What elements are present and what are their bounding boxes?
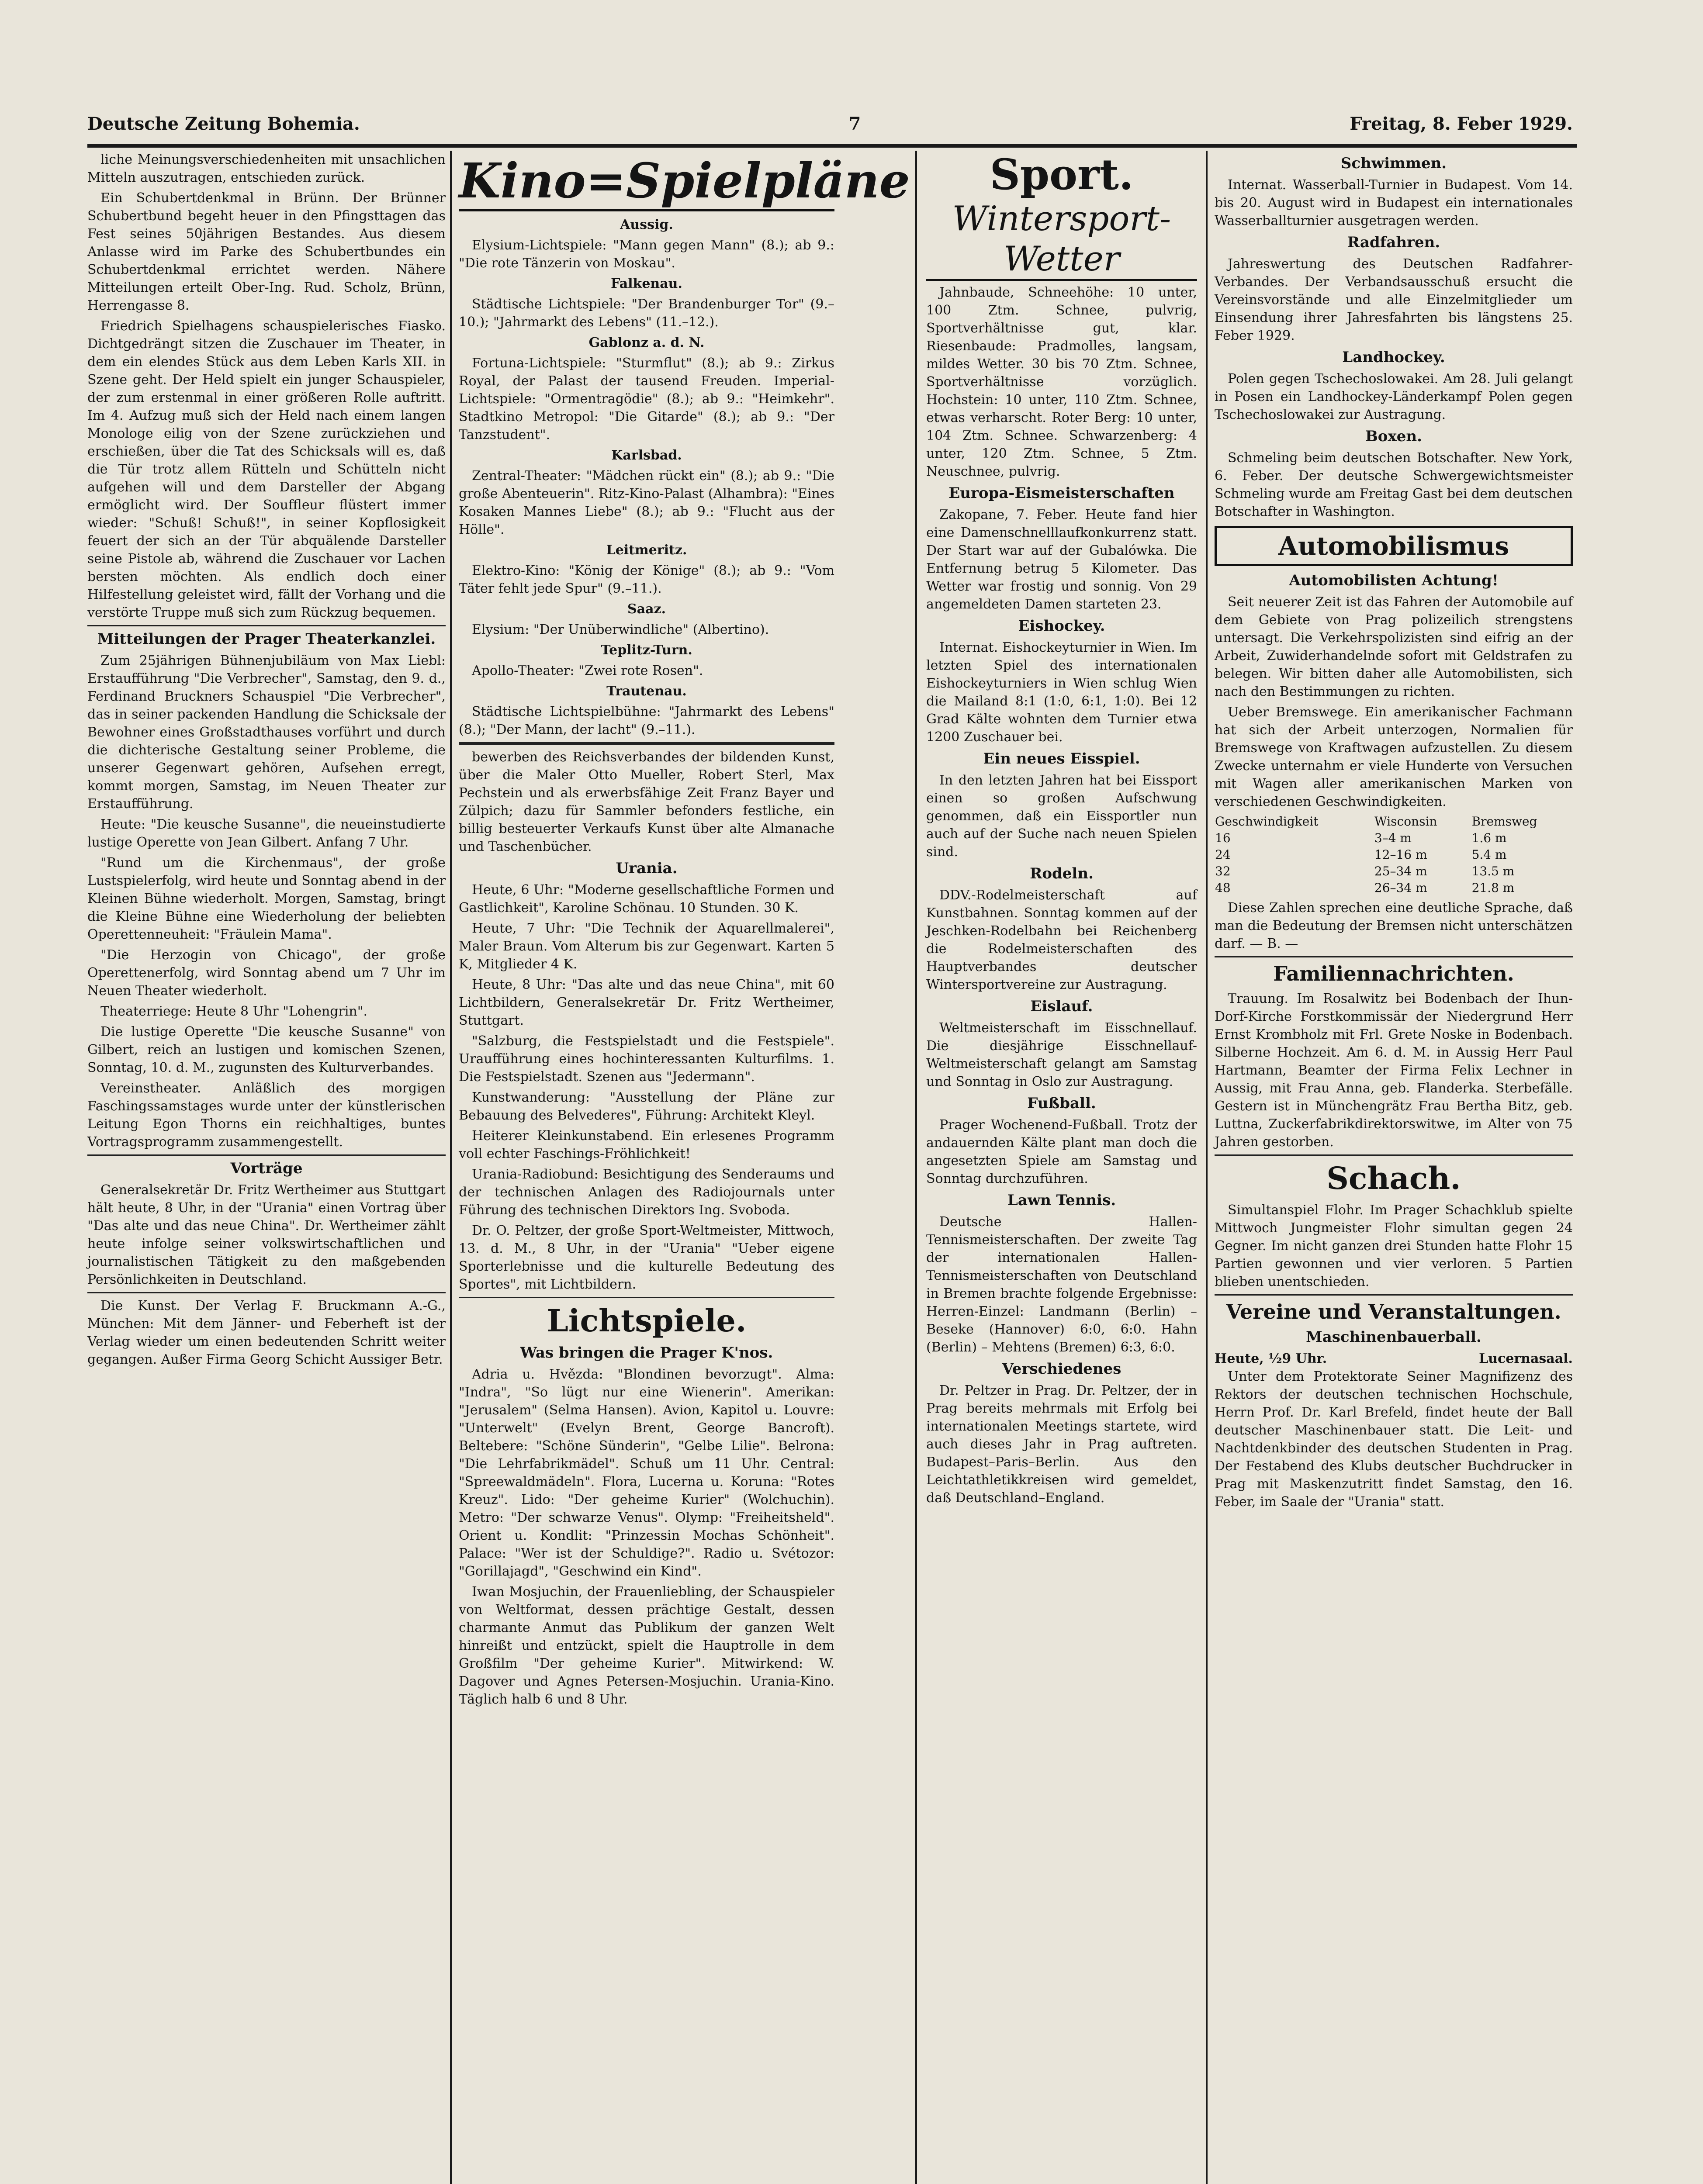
wintersport-title: Wintersport-Wetter [926, 199, 1197, 281]
divider [1215, 1294, 1573, 1296]
sport-article: Schmeling beim deutschen Botschafter. New York, 6. Feber. Der deutsche Schwergewichtsmeister Schmeling wurde am Freitag Gast bei dem deutschen Botschafter in Washington. [1215, 450, 1573, 519]
lichtspiele-heading: Lichtspiele. [547, 1303, 747, 1339]
page-header [87, 108, 1573, 139]
vortrag-item: Generalsekretär Dr. Fritz Wertheimer aus Stuttgart hält heute, 8 Uhr, in der "Urania" einen Vortrag über "Das alte und das neue China". Dr. Wertheimer zählt heute infolge seiner volkswirtschaftlichen und journalistischen Tätigkeit zu den maßgebenden Persönlichkeiten in Deutschland. [87, 1182, 446, 1287]
sport-article: In den letzten Jahren hat bei Eissport einen so großen Aufschwung genommen, daß ein Eissportler nun auch auf der Suche nach neuen Spielen sind. [926, 773, 1197, 860]
town-name: Teplitz-Turn. [601, 643, 692, 658]
town-program: Elektro-Kino: "König der Könige" (8.); ab 9.: "Vom Täter fehlt jede Spur" (9.–11.). [459, 563, 834, 596]
header-rule [87, 144, 1577, 148]
divider [87, 1292, 446, 1293]
cinema-listing: Adria u. Hvězda: "Blondinen bevorzugt". Alma: "Indra", "So lügt nur eine Wienerin". Amerikan: "Jerusalem" (Selma Hansen). Avion, Kapitol u. Louvre: "Unterwelt" (Evelyn Brent, George Bancroft). Beltebere: "Schöne Sünderin", "Gelbe Lilie". Belrona: "Die Lehrfabrikmädel". Schuß um 11 Uhr. Central: "Spreewaldmädeln". Flora, Lucerna u. Koruna: "Rotes Kreuz". Lido: "Der geheime Kurier" (Wolchuchin). Metro: "Der schwarze Venus". Olymp: "Freiheitsheld". Orient u. Kondlit: "Prinzessin Mochas Schönheit". Palace: "Wer ist der Schuldige?". Radio u. Svétozor: "Gorillajagd", "Geschwind ein Kind". [459, 1367, 834, 1579]
table-cell: 21.8 m [1471, 881, 1515, 895]
table-cell: 12–16 m [1374, 847, 1427, 862]
auto-article: Ueber Bremswege. Ein amerikanischer Fachmann hat sich der Arbeit unterzogen, Normalien für Bremswege von Kraftwagen aufzustellen. Zu diesem Zwecke unternahm er viele Hunderte von Versuchen mit Wagen aller amerikanischen Marken von verschiedenen Geschwindigkeiten. [1215, 705, 1573, 809]
event-meta [1215, 1350, 1573, 1368]
brake-table [1215, 813, 1573, 896]
sport-article: Deutsche Hallen-Tennismeisterschaften. Der zweite Tag der internationalen Hallen-Tennismeisterschaften von Deutschland in Bremen brachte folgende Ergebnisse: Herren-Einzel: Landmann (Berlin) – Beseke (Hannover) 6:0, 6:0. Hahn (Berlin) – Mehtens (Bremen) 6:3, 6:0. [926, 1214, 1197, 1355]
article-paragraph: Iwan Mosjuchin, der Frauenliebling, der Schauspieler von Weltformat, dessen prächtige Gestalt, dessen charmante Anmut das Publikum der ganzen Welt hinreißt und entzückt, spielt die Hauptrolle in dem Großfilm "Der geheime Kurier". Mitwirkend: W. Dagover und Agnes Petersen-Mosjuchin. Urania-Kino. Täglich halb 6 und 8 Uhr. [459, 1584, 834, 1707]
sport-heading: Landhockey. [1342, 349, 1445, 366]
article-paragraph: Die Kunst. Der Verlag F. Bruckmann A.-G., München: Mit dem Jänner- und Feberheft ist der Verlag wieder um einen bedeutenden Schritt weiter gegangen. Außer Firma Georg Schicht Aussiger Betr. [87, 1298, 446, 1367]
sport-heading: Ein neues Eisspiel. [983, 750, 1140, 767]
table-cell: 25–34 m [1374, 864, 1427, 878]
article-paragraph: Ein Schubertdenkmal in Brünn. Der Brünner Schubertbund begeht heuer in den Pfingsttagen das Fest seines 50jährigen Bestandes. Aus diesem Anlasse wird im Parke des Schubertbundes ein Schubertdenkmal errichtet werden. Nähere Mitteilungen erteilt Ober-Ing. Rud. Scholz, Brünn, Herrengasse 8. [87, 190, 446, 313]
urania-item: Heute, 6 Uhr: "Moderne gesellschaftliche Formen und Gastlichkeit", Karoline Schönau. 10 Stunden. 30 K. [459, 882, 834, 916]
column-3 [926, 151, 1197, 1510]
town-program: Städtische Lichtspielbühne: "Jahrmarkt des Lebens" (8.); "Der Mann, der lacht" (9.–11.). [459, 704, 834, 737]
sport-title: Sport. [990, 150, 1134, 199]
sport-heading: Eishockey. [1018, 617, 1105, 635]
town-name: Gablonz a. d. N. [588, 335, 705, 350]
town-name: Saaz. [627, 601, 666, 617]
divider [87, 1154, 446, 1156]
article-paragraph: bewerben des Reichsverbandes der bildenden Kunst, über die Maler Otto Mueller, Robert Sterl, Max Pechstein und als erwerbsfähige Zeit Franz Bayer und Zülpich; dazu für Sammler befonders festliche, ein billig besteuerter Verkaufs Kunst über alte Almanache und Taschenbücher. [459, 750, 834, 854]
article-paragraph: Friedrich Spielhagens schauspielerisches Fiasko. Dichtgedrängt sitzen die Zuschauer im Theater, in dem ein elendes Stück aus dem Leben Karls XII. in Szene geht. Der Held spielt ein junger Schauspieler, der zum erstenmal in einer größeren Rolle auftritt. Im 4. Aufzug muß sich der Held nach einem langen Monologe eilig von der Szene zurückziehen und erschießen, über die Tat des Schicksals will es, daß die Tür trotz allem Rütteln und Schütteln nicht aufgehen will und dem Darsteller der Abgang ermöglicht wird. Der Souffleur flüstert immer wieder: "Schuß! Schuß!", in seiner Kopflosigkeit feuert der sich an der Tür abquälende Darsteller seine Pistole ab, während die Zuschauer vor Lachen bersten möchten. Als endlich doch einer Hilfestellung geleistet wird, fällt der Vorhang und die verstörte Truppe muß sich zum Rückzug bequemen. [87, 318, 446, 620]
table-row [1215, 847, 1573, 863]
kino-title: Kino=Spielpläne [459, 152, 834, 211]
column-2 [459, 151, 910, 1711]
verein-article: Unter dem Protektorate Seiner Magnifizenz des Rektors der deutschen technischen Hochschule, Herrn Prof. Dr. Karl Brefeld, findet heute der Ball deutscher Maschinenbauer statt. Die Leit- und Nachtdenkbinder des deutschen Studenten in Prag. Der Festabend des Klubs deutscher Buchdrucker in Prag mit Maskenzutritt findet Samstag, den 16. Feber, im Saale der "Urania" statt. [1215, 1369, 1573, 1510]
theater-item: "Die Herzogin von Chicago", der große Operettenerfolg, wird Sonntag abend um 7 Uhr im Neuen Theater wiederholt. [87, 947, 446, 999]
sport-heading: Fußball. [1027, 1095, 1096, 1112]
town-program: Städtische Lichtspiele: "Der Brandenburger Tor" (9.–10.); "Jahrmarkt des Lebens" (11.–12.). [459, 297, 834, 330]
sport-heading: Rodeln. [1030, 865, 1094, 882]
column-divider-1 [450, 151, 452, 2184]
theater-item: "Rund um die Kirchenmaus", der große Lustspielerfolg, wird heute und Sonntag abend in der Kleinen Bühne wiederholt. Morgen, Samstag, bringt die Kleine Bühne eine Wiederholung der beliebten Operettenneuheit: "Fräulein Mama". [87, 855, 446, 942]
lichtspiele-subheading: Was bringen die Prager K'nos. [520, 1344, 773, 1362]
header-left: Deutsche Zeitung Bohemia. [87, 113, 360, 134]
sport-article: Internat. Wasserball-Turnier in Budapest. Vom 14. bis 20. August wird in Budapest ein internationales Wasserballturnier ausgetragen werden. [1215, 177, 1573, 228]
table-cell: 24 [1215, 847, 1231, 862]
verein-subheading: Maschinenbauerball. [1306, 1328, 1481, 1346]
town-program: Elysium: "Der Unüberwindliche" (Albertino). [472, 622, 769, 637]
urania-item: Heiterer Kleinkunstabend. Ein erlesenes Programm voll echter Faschings-Fröhlichkeit! [459, 1128, 834, 1161]
urania-item: Urania-Radiobund: Besichtigung des Senderaums und der technischen Anlagen des Radiojournals unter Führung des technischen Direktors Ing. Svoboda. [459, 1167, 834, 1218]
urania-item: Heute, 7 Uhr: "Die Technik der Aquarellmalerei", Maler Braun. Vom Alterum bis zur Gegenwart. Karten 5 K, Mitglieder 4 K. [459, 921, 834, 972]
automobilismus-heading: Automobilismus [1215, 526, 1573, 566]
table-header-cell: Bremsweg [1471, 814, 1537, 829]
table-cell: 32 [1215, 864, 1231, 878]
town-name: Falkenau. [611, 276, 682, 291]
table-cell: 48 [1215, 881, 1231, 895]
sport-heading: Boxen. [1365, 428, 1422, 445]
divider [1215, 1154, 1573, 1156]
header-page-number: 7 [848, 113, 861, 134]
theater-item: Zum 25jährigen Bühnenjubiläum von Max Liebl: Erstaufführung "Die Verbrecher", Samstag, den 9. d., Ferdinand Bruckners Schauspiel "Die Verbrecher", das in seiner packenden Handlung die Schicksale der Bewohner eines Großstadthauses vorführt und durch die dichterische Gestaltung seiner Probleme, die unserer Gegenwart gehören, Aufsehen erregt, kommt morgen, Samstag, im Neuen Theater zur Erstaufführung. [87, 653, 446, 812]
urania-item: "Salzburg, die Festspielstadt und die Festspiele". Uraufführung eines hochinteressanten Kulturfilms. 1. Die Festspielstadt. Szenen aus "Jedermann". [459, 1033, 834, 1085]
urania-heading: Urania. [616, 860, 678, 877]
divider [459, 742, 834, 745]
table-cell: 13.5 m [1471, 864, 1515, 878]
theater-item: Vereinstheater. Anläßlich des morgigen Faschingssamstages wurde unter der künstlerischen Leitung Egon Thorns ein reichhaltiges, buntes Vortragsprogramm zusammengestellt. [87, 1081, 446, 1150]
column-divider-2 [915, 151, 917, 2184]
auto-subheading: Automobilisten Achtung! [1289, 572, 1499, 589]
sport-heading: Schwimmen. [1340, 155, 1447, 172]
sport-article: Prager Wochenend-Fußball. Trotz der andauernden Kälte plant man doch die angesetzten Spiele am Samstag und Sonntag durchzuführen. [926, 1117, 1197, 1186]
town-name: Aussig. [620, 217, 673, 232]
table-cell: 16 [1215, 831, 1231, 845]
table-cell: 5.4 m [1471, 847, 1507, 862]
sport-article: Polen gegen Tschechoslowakei. Am 28. Juli gelangt in Posen ein Landhockey-Länderkampf Polen gegen Tschechoslowakei zur Austragung. [1215, 371, 1573, 422]
table-row [1215, 830, 1573, 847]
sport-article: Jahreswertung des Deutschen Radfahrer-Verbandes. Der Verbandsausschuß ersucht die Vereinsvorstände und alle Einzelmitglieder um Einsendung ihrer Jahresfahrten bis längstens 25. Feber 1929. [1215, 256, 1573, 343]
weather-report: Jahnbaude, Schneehöhe: 10 unter, 100 Ztm. Schnee, pulvrig, Sportverhältnisse gut, klar. Riesenbaude: Pradmolles, langsam, mildes Wetter. 30 bis 70 Ztm. Schnee, Sportverhältnisse vorzüglich. Hochstein: 10 unter, 110 Ztm. Schnee, etwas verharscht. Roter Berg: 10 unter, 104 Ztm. Schnee. Schwarzenberg: 4 unter, 120 Ztm. Schnee, 5 Ztm. Neuschnee, pulvrig. [926, 285, 1197, 479]
town-program: Elysium-Lichtspiele: "Mann gegen Mann" (8.); ab 9.: "Die rote Tänzerin von Moskau". [459, 238, 834, 271]
family-article: Trauung. Im Rosalwitz bei Bodenbach der Ihun-Dorf-Kirche Forstkommissär der Niedergrund Herr Ernst Krombholz mit Frl. Grete Noske in Bodenbach. Silberne Hochzeit. Am 6. d. M. in Aussig Herr Paul Hartmann, Beamter der Firma Felix Lechner in Aussig, mit Frau Anna, geb. Flanderka. Sterbefälle. Gestern ist in Münchengrätz Frau Bertha Bitz, geb. Luttna, Zuckerfabrikdirektorswitwe, im Alter von 75 Jahren gestorben. [1215, 991, 1573, 1150]
section-heading-vortraege: Vorträge [230, 1160, 303, 1177]
urania-item: Kunstwanderung: "Ausstellung der Pläne zur Bebauung des Belvederes", Führung: Architekt Kleyl. [459, 1090, 834, 1123]
column-1 [87, 151, 446, 1371]
sport-heading: Radfahren. [1347, 234, 1440, 251]
town-name: Leitmeritz. [606, 543, 687, 558]
sport-heading: Verschiedenes [1002, 1360, 1121, 1378]
table-row [1215, 863, 1573, 880]
town-name: Trautenau. [606, 684, 687, 699]
divider [87, 625, 446, 626]
urania-item: Heute, 8 Uhr: "Das alte und das neue China", mit 60 Lichtbildern, Generalsekretär Dr. Fritz Wertheimer, Stuttgart. [459, 977, 834, 1028]
event-place: Lucernasaal. [1479, 1351, 1573, 1366]
sport-heading: Eislauf. [1030, 998, 1093, 1015]
divider [459, 1297, 834, 1298]
town-program: Fortuna-Lichtspiele: "Sturmflut" (8.); ab 9.: Zirkus Royal, der Palast der tausend Freuden. Imperial-Lichtspiele: "Ormentragödie" (8.); ab 9.: "Heimkehr". Stadtkino Metropol: "Die Gitarde" (8.); ab 9.: "Der Tanzstudent". [459, 356, 834, 442]
column-4 [1215, 151, 1573, 1514]
divider [1215, 956, 1573, 957]
table-header-cell: Geschwindigkeit [1215, 814, 1319, 829]
header-right: Freitag, 8. Feber 1929. [1350, 113, 1573, 134]
article-paragraph: liche Meinungsverschiedenheiten mit unsachlichen Mitteln auszutragen, entschieden zurück. [87, 152, 446, 185]
table-header-row [1215, 813, 1573, 830]
sport-article: DDV.-Rodelmeisterschaft auf Kunstbahnen. Sonntag kommen auf der Jeschken-Rodelbahn bei Reichenberg die Rodelmeisterschaften des Hauptverbandes deutscher Wintersportvereine zur Austragung. [926, 888, 1197, 992]
town-program: Apollo-Theater: "Zwei rote Rosen". [472, 663, 703, 678]
table-note: Diese Zahlen sprechen eine deutliche Sprache, daß man die Bedeutung der Bremsen nicht unterschätzen darf. — B. — [1215, 900, 1573, 951]
sport-article: Dr. Peltzer in Prag. Dr. Peltzer, der in Prag bereits mehrmals mit Erfolg bei internationalen Meetings startete, wird auch dieses Jahr in Prag auftreten. Budapest–Paris–Berlin. Aus den Leichtathletikkreisen wird gemeldet, daß Deutschland–England. [926, 1383, 1197, 1506]
verein-heading: Vereine und Veranstaltungen. [1226, 1300, 1561, 1324]
theater-item: Die lustige Operette "Die keusche Susanne" von Gilbert, reich an lustigen und komischen Szenen, Sonntag, 10. d. M., zugunsten des Kulturverbandes. [87, 1024, 446, 1075]
column-divider-3 [1206, 151, 1208, 2184]
table-header-cell: Wisconsin [1374, 814, 1437, 829]
urania-item: Dr. O. Peltzer, der große Sport-Weltmeister, Mittwoch, 13. d. M., 8 Uhr, in der "Urania" "Ueber eigene Sporterlebnisse und die kulturelle Bedeutung des Sportes", mit Lichtbildern. [459, 1223, 834, 1292]
theater-item: Heute: "Die keusche Susanne", die neueinstudierte lustige Operette von Jean Gilbert. Anfang 7 Uhr. [87, 817, 446, 850]
theater-item: Theaterriege: Heute 8 Uhr "Lohengrin". [100, 1004, 368, 1019]
schach-heading: Schach. [1326, 1160, 1461, 1196]
sport-heading: Lawn Tennis. [1007, 1192, 1116, 1209]
event-date: Heute, ½9 Uhr. [1215, 1351, 1327, 1366]
town-name: Karlsbad. [611, 448, 682, 463]
auto-article: Seit neuerer Zeit ist das Fahren der Automobile auf dem Gebiete von Prag polizeilich strengstens untersagt. Die Verkehrspolizisten sind eifrig an der Arbeit, Zuwiderhandelnde sofort mit Geldstrafen zu belegen. Wir bitten daher alle Automobilisten, sich nach den Bestimmungen zu richten. [1215, 594, 1573, 699]
section-heading-theater: Mitteilungen der Prager Theaterkanzlei. [97, 630, 436, 648]
table-cell: 1.6 m [1471, 831, 1507, 845]
table-row [1215, 880, 1573, 896]
sport-article: Zakopane, 7. Feber. Heute fand hier eine Damenschnelllaufkonkurrenz statt. Der Start war auf der Gubalówka. Die Entfernung betrug 5 Kilometer. Das Wetter war frostig und sonnig. Von 29 angemeldeten Damen starteten 23. [926, 507, 1197, 612]
table-cell: 3–4 m [1374, 831, 1412, 845]
sport-heading: Europa-Eismeisterschaften [948, 484, 1175, 502]
table-cell: 26–34 m [1374, 881, 1427, 895]
town-program: Zentral-Theater: "Mädchen rückt ein" (8.); ab 9.: "Die große Abenteuerin". Ritz-Kino-Palast (Alhambra): "Eines Kosaken Mannes Liebe" (8.); ab 9.: "Flucht aus der Hölle". [459, 468, 834, 537]
sport-article: Internat. Eishockeyturnier in Wien. Im letzten Spiel des internationalen Eishockeyturniers in Wien schlug Wien die Mailand 8:1 (1:0, 6:1, 1:0). Bei 12 Grad Kälte wohnten dem Turnier etwa 1200 Zuschauer bei. [926, 640, 1197, 745]
sport-article: Weltmeisterschaft im Eisschnellauf. Die diesjährige Eisschnellauf-Weltmeisterschaft gelangt am Samstag und Sonntag in Oslo zur Austragung. [926, 1020, 1197, 1089]
family-heading: Familiennachrichten. [1273, 962, 1514, 985]
schach-article: Simultanspiel Flohr. Im Prager Schachklub spielte Mittwoch Jungmeister Flohr simultan gegen 24 Gegner. Im nicht ganzen drei Stunden hatte Flohr 15 Partien gewonnen und vier verloren. 5 Partien blieben unentschieden. [1215, 1203, 1573, 1289]
